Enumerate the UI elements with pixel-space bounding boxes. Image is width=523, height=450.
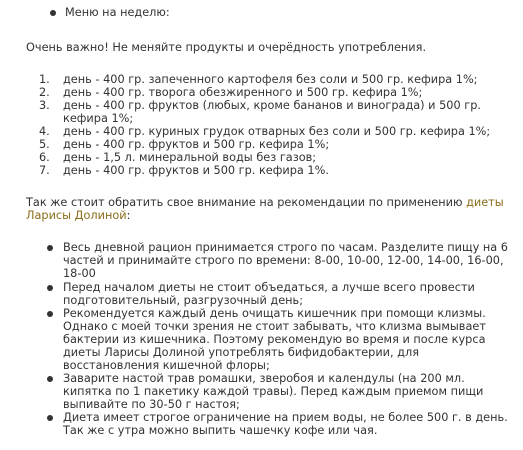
tip-line: диеты Ларисы Долиной употреблять бифидобактерии, для bbox=[63, 346, 420, 359]
bullet-icon bbox=[47, 376, 53, 382]
warning-paragraph: Очень важно! Не меняйте продукты и очерёдность употребления. bbox=[26, 41, 427, 54]
recommendation-paragraph bbox=[26, 196, 511, 210]
tip-line: Так же с утра можно выпить чашечку кофе или чая. bbox=[63, 424, 378, 437]
bullet-icon bbox=[47, 245, 53, 251]
diet-link-continuation[interactable]: Ларисы Долиной bbox=[26, 209, 127, 222]
tip-line: Рекомендуется каждый день очищать кишечник при помощи клизмы. bbox=[63, 307, 486, 320]
bullet-icon bbox=[50, 10, 56, 16]
list-number: 2. bbox=[39, 86, 50, 99]
list-text: день - 400 гр. творога обезжиренного и 500 гр. кефира 1%; bbox=[63, 86, 423, 99]
list-number: 1. bbox=[39, 73, 50, 86]
list-text: день - 400 гр. фруктов и 500 гр. кефира 1%. bbox=[63, 164, 329, 177]
tip-line: выпивайте по 30-50 г настоя; bbox=[63, 398, 240, 411]
tip-line: бактерии из кишечника. Поэтому рекомендую во время и после курса bbox=[63, 333, 486, 346]
list-number: 4. bbox=[39, 125, 50, 138]
bullet-icon bbox=[47, 415, 53, 421]
tip-line: Перед началом диеты не стоит объедаться, а лучше всего провести bbox=[63, 281, 475, 294]
list-number: 5. bbox=[39, 138, 50, 151]
list-number: 7. bbox=[39, 164, 50, 177]
list-number: 6. bbox=[39, 151, 50, 164]
list-text: день - 1,5 л. минеральной воды без газов; bbox=[63, 151, 317, 164]
recommendation-paragraph-line2 bbox=[26, 209, 511, 223]
tip-line: Заварите настой трав ромашки, зверобоя и календулы (на 200 мл. bbox=[63, 372, 465, 385]
bullet-icon bbox=[47, 285, 53, 291]
list-text: день - 400 гр. куриных грудок отварных без соли и 500 гр. кефира 1%; bbox=[63, 125, 491, 138]
tip-line: 18-00 bbox=[63, 267, 96, 280]
tip-line: подготовительный, разгрузочный день; bbox=[63, 294, 304, 307]
list-number: 3. bbox=[39, 99, 50, 112]
list-text: день - 400 гр. фруктов и 500 гр. кефира 1%; bbox=[63, 138, 330, 151]
tip-line: восстановления кишечной флоры; bbox=[63, 359, 270, 372]
bullet-icon bbox=[47, 311, 53, 317]
tip-line: кипятка по 1 пакетику каждой травы). Перед каждым приемом пищи bbox=[63, 385, 484, 398]
menu-header: Меню на неделю: bbox=[65, 6, 170, 19]
diet-link[interactable]: диеты bbox=[466, 196, 504, 209]
list-text: день - 400 гр. запеченного картофеля без соли и 500 гр. кефира 1%; bbox=[63, 73, 478, 86]
tip-line: частей и принимайте строго по времени: 8-00, 10-00, 12-00, 14-00, 16-00, bbox=[63, 254, 504, 267]
tip-line: Весь дневной рацион принимается строго по часам. Разделите пищу на 6 bbox=[63, 241, 508, 254]
tip-line: Однако с моей точки зрения не стоит забывать, что клизма вымывает bbox=[63, 320, 486, 333]
list-text: день - 400 гр. фруктов (любых, кроме бананов и винограда) и 500 гр. bbox=[63, 99, 481, 112]
recommendation-colon: : bbox=[126, 209, 131, 222]
tip-line: Диета имеет строгое ограничение на прием воды, не более 500 г. в день. bbox=[63, 411, 508, 424]
recommendation-text: Так же стоит обратить свое внимание на рекомендации по применению bbox=[26, 196, 467, 209]
list-text: кефира 1%; bbox=[63, 112, 134, 125]
